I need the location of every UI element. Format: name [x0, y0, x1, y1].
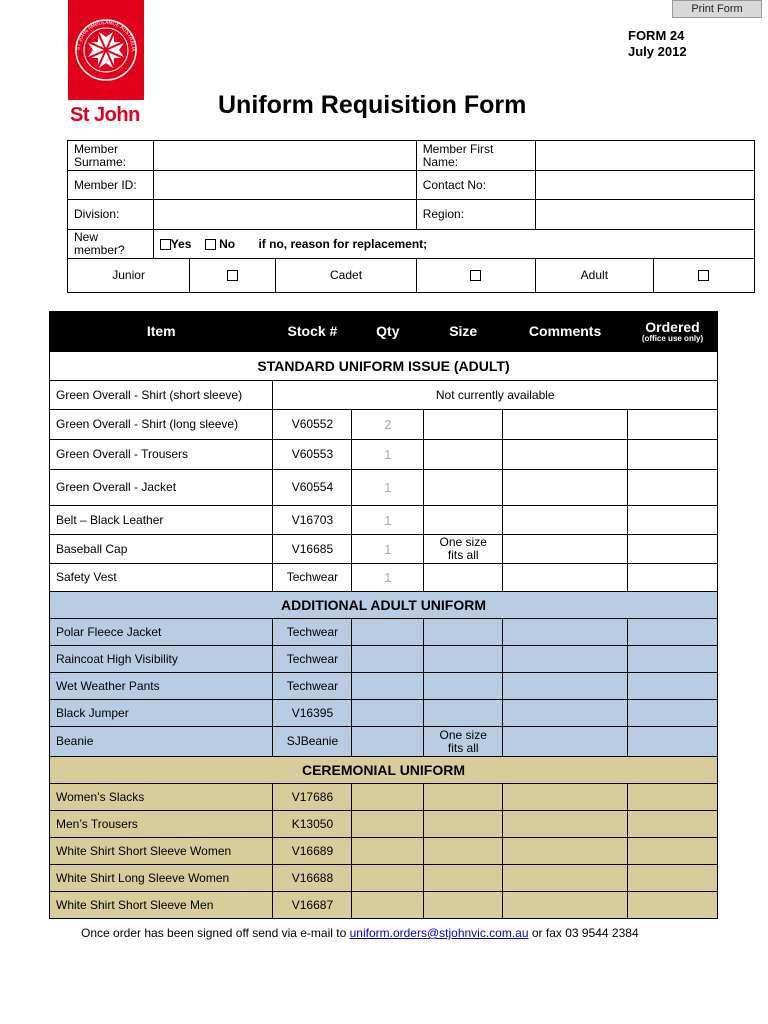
form-number-block — [628, 28, 687, 60]
qty-field[interactable] — [352, 838, 424, 865]
stock-number: V60552 — [273, 410, 352, 440]
size-field[interactable] — [424, 410, 503, 440]
logo-brand-text: St John — [70, 104, 140, 126]
not-available-note: Not currently available — [273, 381, 718, 410]
form-date: July 2012 — [628, 44, 687, 59]
size-field[interactable] — [424, 564, 503, 592]
surname-field[interactable] — [153, 141, 416, 171]
item-name: Green Overall - Shirt (long sleeve) — [50, 410, 273, 440]
comments-field[interactable] — [503, 838, 628, 865]
item-name: Green Overall - Jacket — [50, 470, 273, 506]
st-john-logo — [68, 0, 144, 128]
comments-field[interactable] — [503, 535, 628, 564]
table-row — [50, 892, 718, 919]
stock-number: V16687 — [273, 892, 352, 919]
footer-suffix: or fax 03 9544 2384 — [528, 926, 639, 940]
item-name: Baseball Cap — [50, 535, 273, 564]
yes-checkbox[interactable] — [160, 239, 171, 250]
table-row — [50, 440, 718, 470]
size-field: One size fits all — [424, 535, 503, 564]
size-field[interactable] — [424, 440, 503, 470]
comments-field[interactable] — [503, 727, 628, 757]
comments-field[interactable] — [503, 646, 628, 673]
adult-label: Adult — [535, 259, 653, 293]
qty-field[interactable] — [352, 811, 424, 838]
item-name: Safety Vest — [50, 564, 273, 592]
member-id-label: Member ID: — [68, 171, 154, 200]
header-item: Item — [50, 312, 273, 352]
table-row — [50, 470, 718, 506]
item-name: White Shirt Long Sleeve Women — [50, 865, 273, 892]
new-member-options — [153, 230, 754, 259]
comments-field[interactable] — [503, 410, 628, 440]
no-checkbox[interactable] — [205, 239, 216, 250]
comments-field[interactable] — [503, 892, 628, 919]
ordered-field[interactable] — [628, 506, 718, 535]
standard-section-heading: STANDARD UNIFORM ISSUE (ADULT) — [50, 352, 718, 381]
qty-field[interactable] — [352, 673, 424, 700]
junior-checkbox[interactable] — [227, 270, 238, 281]
table-row — [50, 784, 718, 811]
qty-field[interactable] — [352, 865, 424, 892]
additional-section-heading: ADDITIONAL ADULT UNIFORM — [50, 592, 718, 619]
item-name: Wet Weather Pants — [50, 673, 273, 700]
comments-field[interactable] — [503, 865, 628, 892]
ordered-field[interactable] — [628, 673, 718, 700]
comments-field[interactable] — [503, 564, 628, 592]
ordered-field[interactable] — [628, 784, 718, 811]
qty-field[interactable] — [352, 784, 424, 811]
item-name: Green Overall - Trousers — [50, 440, 273, 470]
header-ordered — [628, 312, 718, 352]
header-size: Size — [424, 312, 503, 352]
qty-field[interactable]: 1 — [352, 506, 424, 535]
item-name: Beanie — [50, 727, 273, 757]
size-field[interactable] — [424, 673, 503, 700]
size-field: One size fits all — [424, 727, 503, 757]
size-field[interactable] — [424, 865, 503, 892]
page-title: Uniform Requisition Form — [218, 91, 527, 119]
maltese-cross-icon — [72, 4, 140, 96]
qty-field[interactable]: 1 — [352, 440, 424, 470]
qty-field[interactable]: 1 — [352, 470, 424, 506]
stock-number: Techwear — [273, 646, 352, 673]
no-label: No — [219, 236, 236, 251]
stock-number: Techwear — [273, 673, 352, 700]
footer-prefix: Once order has been signed off send via e-mail to — [81, 926, 350, 940]
ordered-field[interactable] — [628, 727, 718, 757]
qty-field[interactable] — [352, 700, 424, 727]
cadet-label: Cadet — [276, 259, 416, 293]
stock-number: V60553 — [273, 440, 352, 470]
ordered-field[interactable] — [628, 700, 718, 727]
header-ordered-note: (office use only) — [641, 333, 704, 343]
qty-field[interactable] — [352, 727, 424, 757]
item-name: Belt – Black Leather — [50, 506, 273, 535]
ordered-field[interactable] — [628, 470, 718, 506]
table-row — [50, 410, 718, 440]
stock-number: Techwear — [273, 619, 352, 646]
size-field[interactable] — [424, 470, 503, 506]
ordered-field[interactable] — [628, 646, 718, 673]
ordered-field[interactable] — [628, 564, 718, 592]
table-row — [50, 619, 718, 646]
junior-label: Junior — [68, 259, 190, 293]
cadet-checkbox[interactable] — [470, 270, 481, 281]
ordered-field[interactable] — [628, 838, 718, 865]
size-field[interactable] — [424, 892, 503, 919]
comments-field[interactable] — [503, 619, 628, 646]
uniform-order-table — [49, 311, 718, 919]
comments-field[interactable] — [503, 784, 628, 811]
footer-instructions — [81, 926, 639, 940]
item-name: Black Jumper — [50, 700, 273, 727]
table-row — [50, 727, 718, 757]
comments-field[interactable] — [503, 700, 628, 727]
qty-field[interactable] — [352, 619, 424, 646]
form-number: FORM 24 — [628, 28, 685, 43]
logo-ring-text: ST JOHN AMBULANCE AUSTRALIA — [75, 19, 137, 52]
comments-field[interactable] — [503, 470, 628, 506]
division-field[interactable] — [153, 200, 416, 230]
stock-number: V16688 — [273, 865, 352, 892]
replacement-reason-label: if no, reason for replacement; — [258, 236, 428, 251]
member-id-field[interactable] — [153, 171, 416, 200]
qty-field[interactable] — [352, 892, 424, 919]
comments-field[interactable] — [503, 811, 628, 838]
email-link[interactable]: uniform.orders@stjohnvic.com.au — [349, 926, 529, 940]
header-ordered-label: Ordered — [645, 318, 700, 335]
comments-field[interactable] — [503, 673, 628, 700]
qty-field[interactable]: 2 — [352, 410, 424, 440]
qty-field[interactable]: 1 — [352, 535, 424, 564]
new-member-label: New member? — [68, 230, 154, 259]
cadet-checkbox-cell — [416, 259, 535, 293]
table-row — [50, 700, 718, 727]
stock-number: V16703 — [273, 506, 352, 535]
size-field[interactable] — [424, 506, 503, 535]
table-row — [50, 381, 718, 410]
table-row — [50, 535, 718, 564]
table-row — [50, 646, 718, 673]
first-name-label: Member First Name: — [416, 141, 535, 171]
table-row — [50, 865, 718, 892]
ordered-field[interactable] — [628, 865, 718, 892]
stock-number: Techwear — [273, 564, 352, 592]
size-field[interactable] — [424, 838, 503, 865]
item-name: White Shirt Short Sleeve Men — [50, 892, 273, 919]
comments-field[interactable] — [503, 506, 628, 535]
contact-field[interactable] — [535, 171, 754, 200]
size-field[interactable] — [424, 646, 503, 673]
adult-checkbox[interactable] — [698, 270, 709, 281]
contact-label: Contact No: — [416, 171, 535, 200]
surname-label: Member Surname: — [68, 141, 154, 171]
item-name: Polar Fleece Jacket — [50, 619, 273, 646]
table-row — [50, 673, 718, 700]
stock-number: SJBeanie — [273, 727, 352, 757]
yes-label: Yes — [170, 236, 192, 251]
table-row — [50, 506, 718, 535]
header-stock: Stock # — [273, 312, 352, 352]
header-qty: Qty — [352, 312, 424, 352]
item-name: Men’s Trousers — [50, 811, 273, 838]
stock-number: V16685 — [273, 535, 352, 564]
table-row — [50, 811, 718, 838]
ceremonial-section-heading: CEREMONIAL UNIFORM — [50, 757, 718, 784]
ordered-field[interactable] — [628, 892, 718, 919]
junior-checkbox-cell — [190, 259, 276, 293]
size-field[interactable] — [424, 784, 503, 811]
stock-number: V16395 — [273, 700, 352, 727]
qty-field[interactable]: 1 — [352, 564, 424, 592]
print-form-button[interactable]: Print Form — [672, 0, 762, 18]
stock-number: V60554 — [273, 470, 352, 506]
table-row — [50, 838, 718, 865]
item-name: Women’s Slacks — [50, 784, 273, 811]
header-comments: Comments — [503, 312, 628, 352]
item-name: Green Overall - Shirt (short sleeve) — [50, 381, 273, 410]
item-name: White Shirt Short Sleeve Women — [50, 838, 273, 865]
stock-number: K13050 — [273, 811, 352, 838]
ordered-field[interactable] — [628, 440, 718, 470]
qty-field[interactable] — [352, 646, 424, 673]
ordered-field[interactable] — [628, 535, 718, 564]
ordered-field[interactable] — [628, 619, 718, 646]
stock-number: V17686 — [273, 784, 352, 811]
region-field[interactable] — [535, 200, 754, 230]
table-row — [50, 564, 718, 592]
division-label: Division: — [68, 200, 154, 230]
first-name-field[interactable] — [535, 141, 754, 171]
size-field[interactable] — [424, 700, 503, 727]
size-field[interactable] — [424, 811, 503, 838]
region-label: Region: — [416, 200, 535, 230]
size-field[interactable] — [424, 619, 503, 646]
stock-number: V16689 — [273, 838, 352, 865]
ordered-field[interactable] — [628, 811, 718, 838]
comments-field[interactable] — [503, 440, 628, 470]
ordered-field[interactable] — [628, 410, 718, 440]
member-details-table — [67, 140, 755, 293]
item-name: Raincoat High Visibility — [50, 646, 273, 673]
adult-checkbox-cell — [653, 259, 754, 293]
